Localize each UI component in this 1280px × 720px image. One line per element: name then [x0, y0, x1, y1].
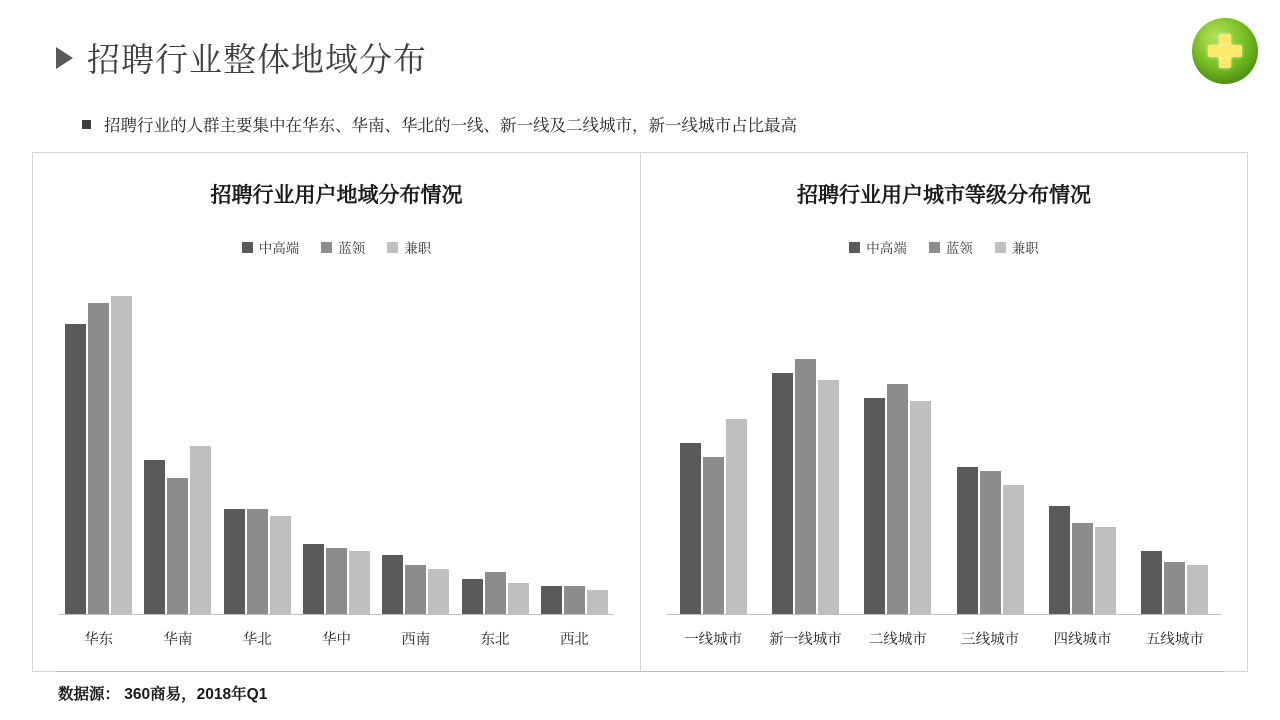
page-title: [56, 34, 427, 81]
x-axis-label: 新一线城市: [769, 632, 842, 648]
bar-group: [759, 265, 851, 614]
chart-legend-region: [33, 237, 640, 257]
x-axis-label: 华中: [321, 632, 351, 648]
plot-area-region: [59, 265, 614, 615]
bar: [587, 590, 608, 614]
triangle-right-icon: [56, 47, 73, 69]
bar-group: [138, 265, 217, 614]
bar: [957, 467, 978, 614]
bar: [1187, 565, 1208, 614]
legend-swatch-icon: [321, 242, 332, 253]
slide-title-text: 招聘行业整体地域分布: [87, 41, 427, 78]
bar: [1003, 485, 1024, 614]
x-axis-label: 五线城市: [1145, 632, 1204, 648]
bar-group: [59, 265, 138, 614]
legend-swatch-icon: [387, 242, 398, 253]
bar-groups: [667, 265, 1221, 614]
legend-label: 中高端: [866, 241, 907, 256]
x-axis-line: [667, 614, 1221, 615]
bar: [726, 419, 747, 614]
bar-group: [376, 265, 455, 614]
legend-item: [387, 237, 431, 257]
bar: [1049, 506, 1070, 614]
bar: [795, 359, 816, 614]
bar: [326, 548, 347, 614]
x-axis-label: 四线城市: [1053, 632, 1112, 648]
legend-item: [242, 237, 300, 257]
plot-area-city-tier: [667, 265, 1221, 615]
bar: [818, 380, 839, 614]
x-axis-label: 三线城市: [961, 632, 1020, 648]
bar: [1141, 551, 1162, 614]
bar: [190, 446, 211, 614]
bar-group: [535, 265, 614, 614]
chart-title-city-tier: 招聘行业用户城市等级分布情况: [797, 184, 1091, 207]
logo-cross-horizontal: [1208, 45, 1242, 57]
bar: [680, 443, 701, 614]
bar-group: [667, 265, 759, 614]
bar-group: [852, 265, 944, 614]
bar: [910, 401, 931, 614]
bar: [144, 460, 165, 614]
bar-group: [1129, 265, 1221, 614]
x-axis-label: 西南: [401, 632, 431, 648]
bar: [564, 586, 585, 614]
legend-item: [849, 237, 907, 257]
bar: [224, 509, 245, 614]
bar: [462, 579, 483, 614]
bar: [382, 555, 403, 614]
summary-bullet: [82, 112, 797, 136]
x-axis-label: 一线城市: [684, 632, 743, 648]
bar: [485, 572, 506, 614]
charts-container: [32, 152, 1248, 672]
legend-label: 中高端: [258, 241, 300, 256]
x-axis-label: 二线城市: [868, 632, 927, 648]
bar: [864, 398, 885, 614]
bar: [65, 324, 86, 614]
chart-legend-city-tier: [641, 237, 1247, 257]
legend-label: 兼职: [404, 241, 432, 256]
bar: [349, 551, 370, 614]
data-source-label: 数据源： 360商易，2018年Q1: [58, 686, 268, 703]
bar: [111, 296, 132, 614]
chart-title-region: 招聘行业用户地域分布情况: [210, 184, 463, 207]
bar-group: [1036, 265, 1128, 614]
bar: [428, 569, 449, 614]
bar: [772, 373, 793, 614]
x-axis-labels-region: [59, 628, 614, 649]
legend-label: 蓝领: [338, 241, 366, 256]
green-plus-logo-icon: [1192, 18, 1258, 84]
x-axis-label: 华东: [84, 632, 114, 648]
bar: [703, 457, 724, 614]
chart-panel-region: [33, 153, 640, 671]
legend-item: [321, 237, 365, 257]
bar: [167, 478, 188, 614]
bar-group: [455, 265, 534, 614]
bar: [247, 509, 268, 614]
bar-group: [218, 265, 297, 614]
bar: [1095, 527, 1116, 614]
legend-swatch-icon: [995, 242, 1006, 253]
x-axis-label: 华北: [242, 632, 272, 648]
bar-group: [944, 265, 1036, 614]
legend-label: 兼职: [1011, 241, 1039, 256]
bar: [541, 586, 562, 614]
bar: [270, 516, 291, 614]
bar-groups: [59, 265, 614, 614]
square-bullet-icon: [82, 120, 91, 129]
bar: [508, 583, 529, 614]
x-axis-labels-city-tier: [667, 628, 1221, 649]
legend-swatch-icon: [242, 242, 253, 253]
bar-group: [297, 265, 376, 614]
x-axis-label: 华南: [163, 632, 193, 648]
bar: [887, 384, 908, 614]
x-axis-label: 西北: [559, 632, 589, 648]
legend-swatch-icon: [929, 242, 940, 253]
bar: [405, 565, 426, 614]
bar: [303, 544, 324, 614]
legend-swatch-icon: [849, 242, 860, 253]
chart-panel-city-tier: [640, 153, 1247, 671]
x-axis-label: 东北: [480, 632, 510, 648]
bar: [980, 471, 1001, 614]
legend-label: 蓝领: [945, 241, 973, 256]
legend-item: [995, 237, 1039, 257]
bar: [1164, 562, 1185, 614]
x-axis-line: [59, 614, 614, 615]
legend-item: [929, 237, 973, 257]
bar: [1072, 523, 1093, 614]
footer-divider: [56, 671, 1224, 672]
bar: [88, 303, 109, 614]
summary-bullet-text: 招聘行业的人群主要集中在华东、华南、华北的一线、新一线及二线城市，新一线城市占比最高: [104, 117, 797, 135]
